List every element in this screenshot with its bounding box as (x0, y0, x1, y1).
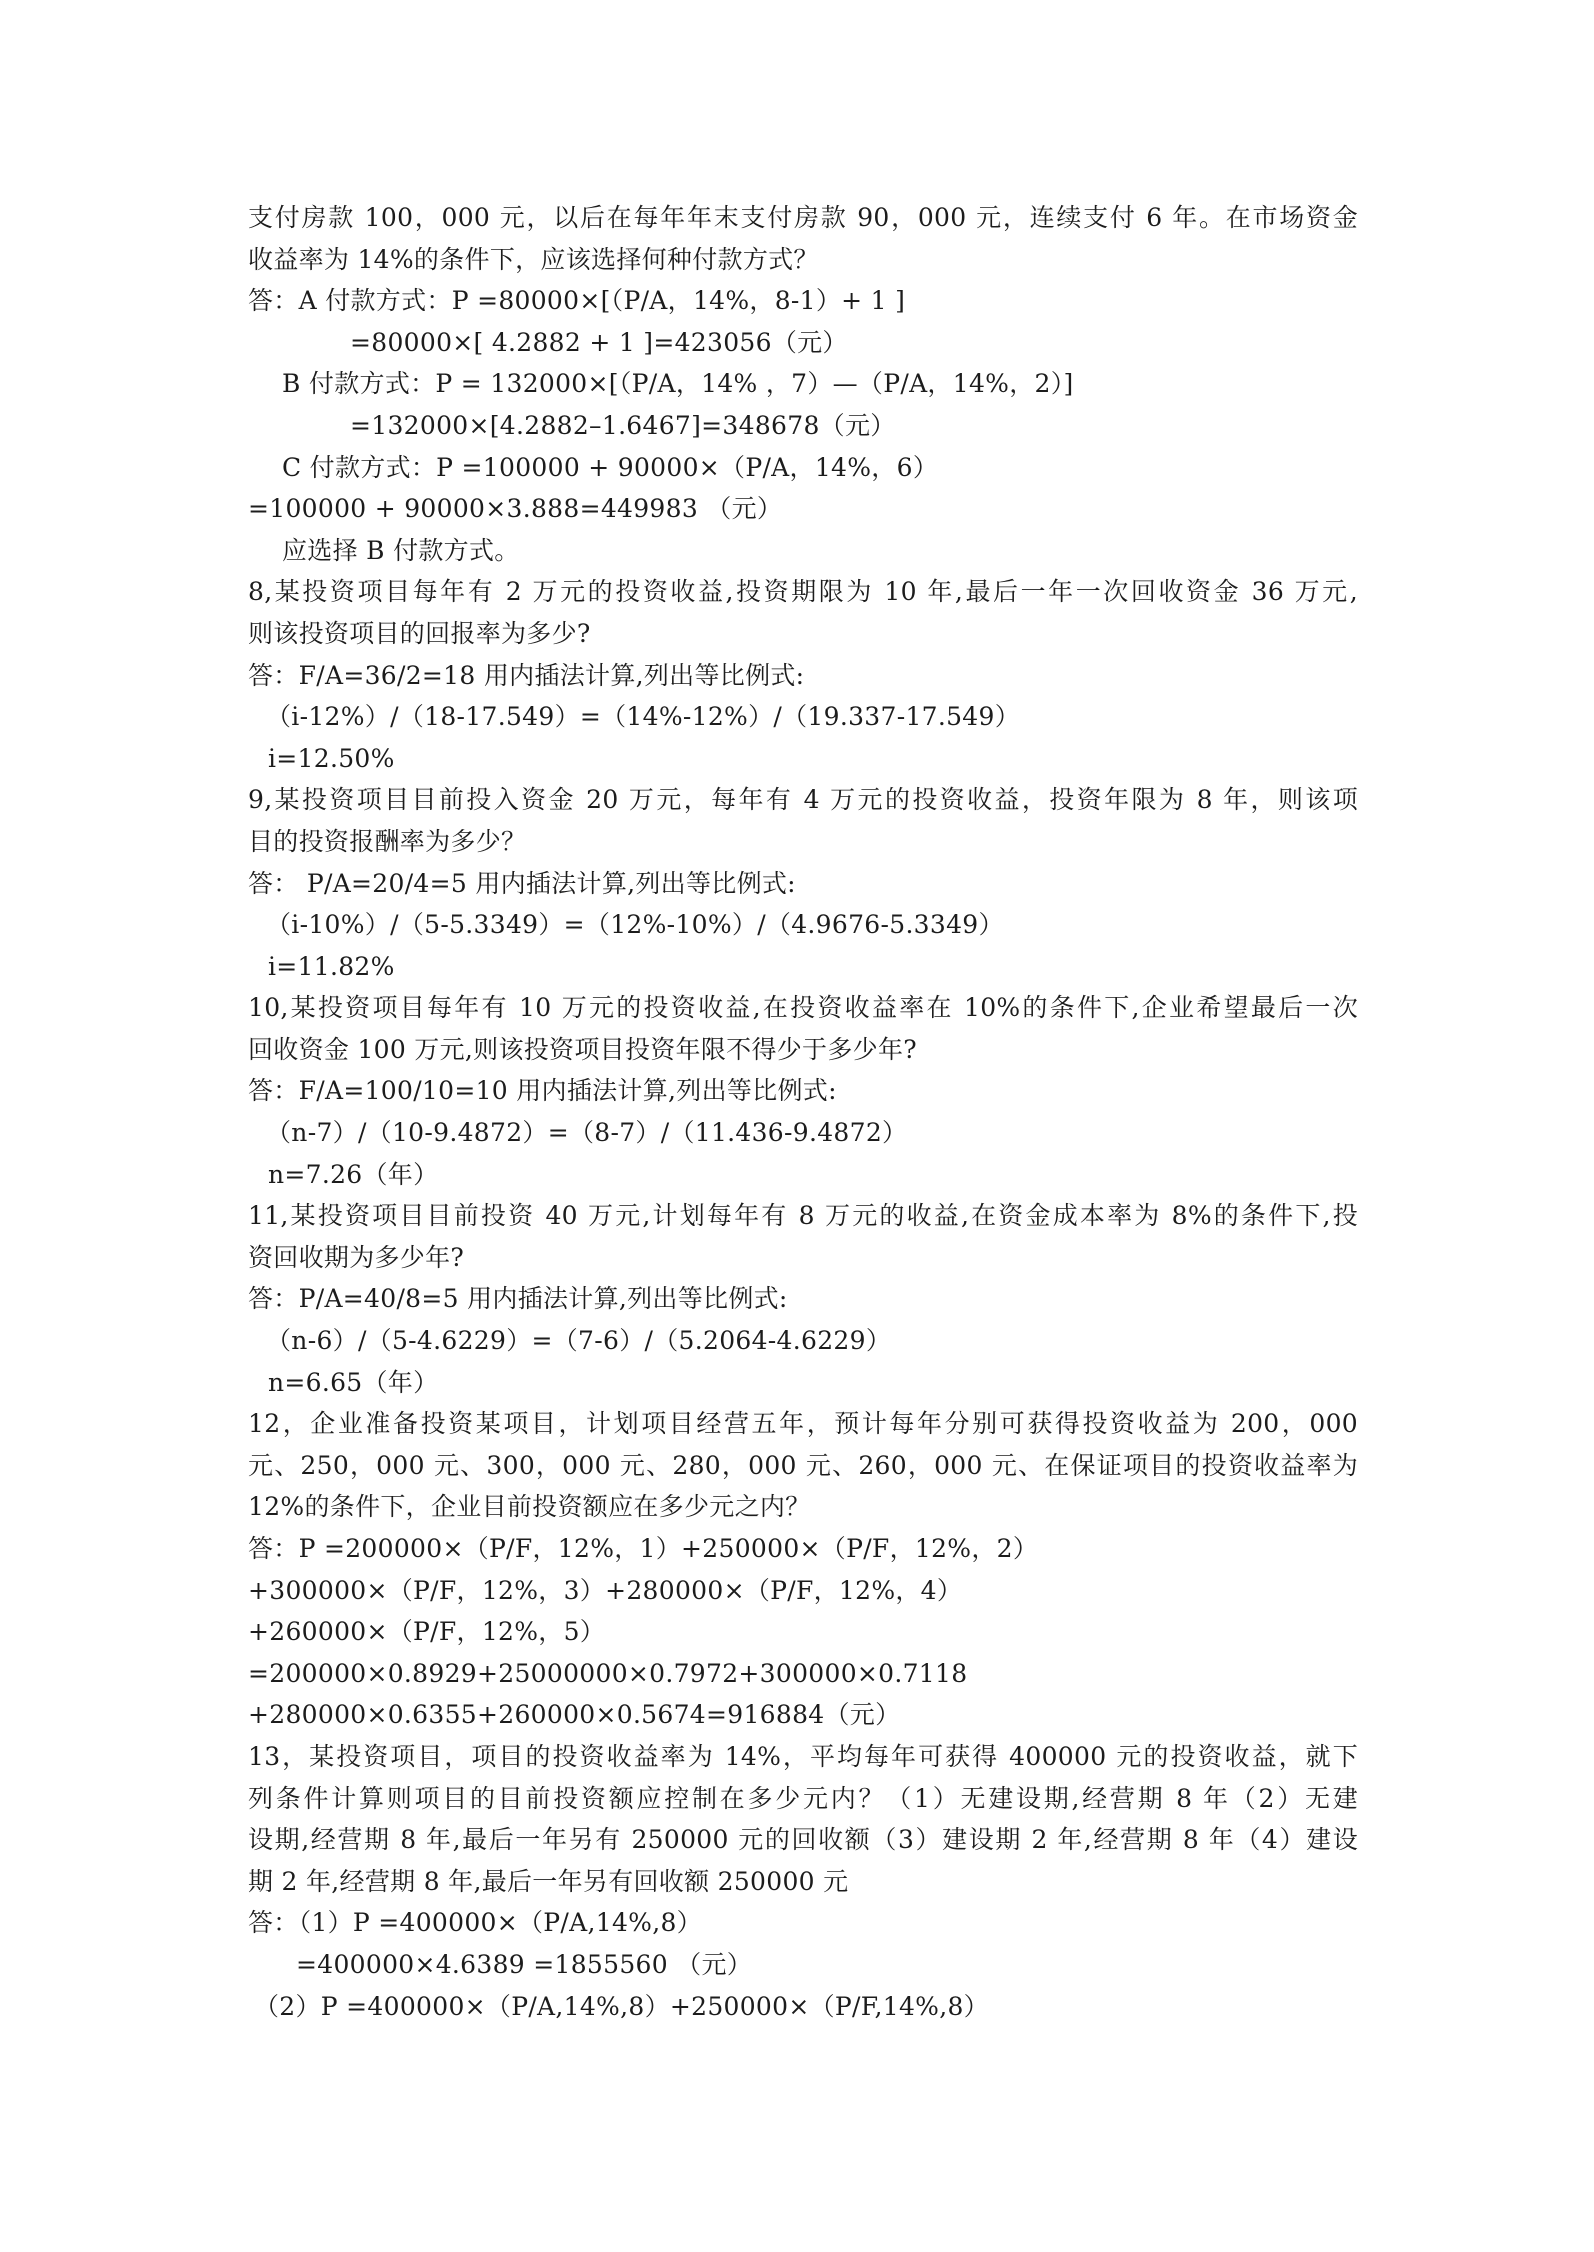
text-line: n=7.26（年） (268, 1159, 439, 1189)
text-line: 收益率为 14%的条件下，应该选择何种付款方式？ (248, 244, 819, 274)
text-line: 元、250，000 元、300，000 元、280，000 元、260，000 元、在保证项目的投资收益率为 (248, 1450, 1358, 1480)
text-line: （n-7）/（10-9.4872）=（8-7）/（11.436-9.4872） (266, 1118, 908, 1148)
text-line: 列条件计算则项目的目前投资额应控制在多少元内？（1）无建设期,经营期 8 年（2）无建 (248, 1783, 1358, 1813)
text-line: 9,某投资项目目前投入资金 20 万元，每年有 4 万元的投资收益，投资年限为 8 年，则该项 (248, 785, 1358, 815)
text-line: （i-12%）/（18-17.549）=（14%-12%）/（19.337-17.549） (266, 702, 1021, 732)
text-line: （2）P =400000×（P/A,14%,8）+250000×（P/F,14%,8） (254, 1991, 989, 2021)
text-line: 设期,经营期 8 年,最后一年另有 250000 元的回收额（3）建设期 2 年,经营期 8 年（4）建设 (248, 1825, 1358, 1855)
text-line: 资回收期为多少年? (248, 1242, 465, 1272)
text-line: 答：F/A=36/2=18 用内插法计算,列出等比例式: (248, 660, 805, 690)
document-body (248, 197, 1358, 2027)
text-line: 支付房款 100，000 元，以后在每年年末支付房款 90，000 元，连续支付 6 年。在市场资金 (248, 203, 1358, 232)
text-line: 13，某投资项目，项目的投资收益率为 14%，平均每年可获得 400000 元的投资收益，就下 (248, 1741, 1358, 1771)
text-line: 答：P/A=40/8=5 用内插法计算,列出等比例式: (248, 1284, 788, 1314)
text-line: 8,某投资项目每年有 2 万元的投资收益,投资期限为 10 年,最后一年一次回收资金 36 万元, (248, 577, 1358, 607)
text-line: i=12.50% (268, 743, 395, 773)
text-line: =200000×0.8929+25000000×0.7972+300000×0.7118 (248, 1658, 968, 1688)
text-line: 答：F/A=100/10=10 用内插法计算,列出等比例式: (248, 1076, 837, 1106)
text-line: 12，企业准备投资某项目，计划项目经营五年，预计每年分别可获得投资收益为 200，000 (248, 1409, 1358, 1439)
text-line: （i-10%）/（5-5.3349）=（12%-10%）/（4.9676-5.3349） (266, 910, 1004, 940)
text-line: 答：P =200000×（P/F，12%，1）+250000×（P/F，12%，2） (248, 1534, 1039, 1563)
text-line: +260000×（P/F，12%，5） (248, 1617, 606, 1647)
text-line: （n-6）/（5-4.6229）=（7-6）/（5.2064-4.6229） (266, 1326, 892, 1356)
text-line: 目的投资报酬率为多少？ (248, 826, 527, 856)
text-line: 应选择 B 付款方式。 (282, 535, 520, 565)
text-line: =132000×[4.2882–1.6467]=348678（元） (350, 410, 896, 440)
text-line: =100000 + 90000×3.888=449983 （元） (248, 494, 783, 524)
text-line: C 付款方式：P =100000 + 90000×（P/A，14%，6） (282, 452, 939, 482)
text-line: 回收资金 100 万元,则该投资项目投资年限不得少于多少年? (248, 1034, 917, 1064)
text-line: 答：（1）P =400000×（P/A,14%,8） (248, 1908, 702, 1938)
text-line: +280000×0.6355+260000×0.5674=916884（元） (248, 1700, 901, 1730)
text-line: 答： P/A=20/4=5 用内插法计算,列出等比例式: (248, 868, 796, 898)
text-line: =80000×[ 4.2882 + 1 ]=423056（元） (350, 327, 848, 357)
text-line: 则该投资项目的回报率为多少? (248, 618, 591, 648)
text-line: 10,某投资项目每年有 10 万元的投资收益,在投资收益率在 10%的条件下,企业希望最后一次 (248, 993, 1358, 1023)
text-line: 12%的条件下，企业目前投资额应在多少元之内？ (248, 1492, 811, 1522)
text-line: +300000×（P/F，12%，3）+280000×（P/F，12%，4） (248, 1575, 963, 1605)
text-line: 期 2 年,经营期 8 年,最后一年另有回收额 250000 元 (248, 1866, 849, 1896)
text-line: 答：A 付款方式：P =80000×[（P/A，14%，8-1）+ 1 ] (248, 286, 906, 316)
text-line: 11,某投资项目目前投资 40 万元,计划每年有 8 万元的收益,在资金成本率为 8%的条件下,投 (248, 1201, 1358, 1231)
text-line: i=11.82% (268, 951, 395, 981)
text-line: B 付款方式：P = 132000×[（P/A，14% ，7）—（P/A，14%，2）] (282, 369, 1074, 399)
text-line: =400000×4.6389 =1855560 （元） (296, 1949, 753, 1979)
text-line: n=6.65（年） (268, 1367, 439, 1397)
